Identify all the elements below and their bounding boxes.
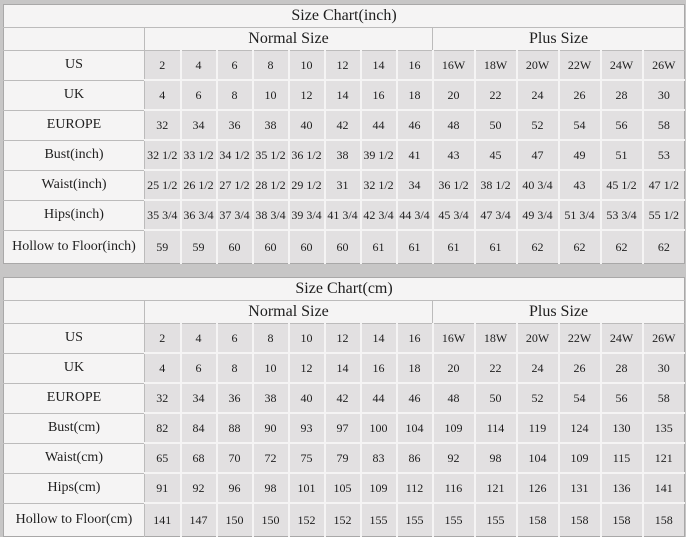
normal-size-header: Normal Size bbox=[145, 301, 433, 324]
size-value: 12 bbox=[289, 353, 325, 383]
chart-title: Size Chart(inch) bbox=[4, 5, 685, 28]
size-value: 158 bbox=[517, 503, 559, 537]
size-value: 10 bbox=[253, 353, 289, 383]
size-value: 36 bbox=[217, 383, 253, 413]
size-value: 152 bbox=[325, 503, 361, 537]
size-value: 121 bbox=[643, 443, 685, 473]
size-value: 18W bbox=[475, 51, 517, 81]
size-value: 42 3/4 bbox=[361, 200, 397, 230]
size-value: 91 bbox=[145, 473, 181, 503]
size-value: 16 bbox=[361, 80, 397, 110]
size-value: 100 bbox=[361, 413, 397, 443]
size-value: 32 1/2 bbox=[361, 170, 397, 200]
size-value: 26 bbox=[559, 80, 601, 110]
size-value: 14 bbox=[361, 51, 397, 81]
size-value: 22W bbox=[559, 51, 601, 81]
size-value: 35 3/4 bbox=[145, 200, 181, 230]
table-row bbox=[4, 230, 685, 264]
size-value: 24 bbox=[517, 80, 559, 110]
size-value: 34 bbox=[181, 110, 217, 140]
size-value: 4 bbox=[181, 51, 217, 81]
size-value: 26 bbox=[559, 353, 601, 383]
size-value: 135 bbox=[643, 413, 685, 443]
size-value: 60 bbox=[325, 230, 361, 264]
table-row bbox=[4, 51, 685, 81]
size-value: 43 bbox=[433, 140, 475, 170]
size-value: 50 bbox=[475, 383, 517, 413]
size-value: 39 3/4 bbox=[289, 200, 325, 230]
table-row bbox=[4, 80, 685, 110]
size-value: 34 bbox=[397, 170, 433, 200]
size-value: 39 1/2 bbox=[361, 140, 397, 170]
size-value: 10 bbox=[289, 51, 325, 81]
size-value: 55 1/2 bbox=[643, 200, 685, 230]
size-value: 136 bbox=[601, 473, 643, 503]
size-value: 45 bbox=[475, 140, 517, 170]
size-value: 38 bbox=[253, 110, 289, 140]
size-chart-inch-table bbox=[3, 4, 685, 264]
size-value: 62 bbox=[559, 230, 601, 264]
size-value: 25 1/2 bbox=[145, 170, 181, 200]
size-value: 53 3/4 bbox=[601, 200, 643, 230]
row-label: EUROPE bbox=[4, 383, 145, 413]
size-value: 84 bbox=[181, 413, 217, 443]
size-value: 22 bbox=[475, 80, 517, 110]
size-value: 121 bbox=[475, 473, 517, 503]
size-value: 86 bbox=[397, 443, 433, 473]
size-value: 62 bbox=[643, 230, 685, 264]
size-value: 75 bbox=[289, 443, 325, 473]
size-value: 44 bbox=[361, 110, 397, 140]
size-value: 14 bbox=[325, 353, 361, 383]
size-value: 83 bbox=[361, 443, 397, 473]
size-value: 32 1/2 bbox=[145, 140, 181, 170]
size-value: 40 bbox=[289, 110, 325, 140]
table-row bbox=[4, 324, 685, 354]
size-chart-cm-table bbox=[3, 277, 685, 537]
size-value: 150 bbox=[217, 503, 253, 537]
size-value: 16 bbox=[397, 51, 433, 81]
size-value: 30 bbox=[643, 353, 685, 383]
size-value: 112 bbox=[397, 473, 433, 503]
size-value: 14 bbox=[361, 324, 397, 354]
size-value: 92 bbox=[433, 443, 475, 473]
size-value: 18 bbox=[397, 353, 433, 383]
size-value: 47 1/2 bbox=[643, 170, 685, 200]
size-value: 46 bbox=[397, 110, 433, 140]
size-value: 18W bbox=[475, 324, 517, 354]
size-value: 12 bbox=[289, 80, 325, 110]
size-value: 10 bbox=[253, 80, 289, 110]
plus-size-header: Plus Size bbox=[433, 301, 685, 324]
size-value: 141 bbox=[145, 503, 181, 537]
size-value: 126 bbox=[517, 473, 559, 503]
size-value: 20 bbox=[433, 80, 475, 110]
size-value: 6 bbox=[217, 324, 253, 354]
size-value: 24W bbox=[601, 51, 643, 81]
size-value: 35 1/2 bbox=[253, 140, 289, 170]
size-value: 34 bbox=[181, 383, 217, 413]
row-label: Waist(cm) bbox=[4, 443, 145, 473]
size-value: 62 bbox=[517, 230, 559, 264]
row-label: EUROPE bbox=[4, 110, 145, 140]
size-value: 101 bbox=[289, 473, 325, 503]
size-value: 147 bbox=[181, 503, 217, 537]
size-value: 52 bbox=[517, 110, 559, 140]
size-value: 104 bbox=[397, 413, 433, 443]
size-value: 116 bbox=[433, 473, 475, 503]
size-value: 38 bbox=[253, 383, 289, 413]
size-value: 28 bbox=[601, 80, 643, 110]
size-value: 51 bbox=[601, 140, 643, 170]
size-value: 12 bbox=[325, 51, 361, 81]
size-value: 44 3/4 bbox=[397, 200, 433, 230]
size-value: 18 bbox=[397, 80, 433, 110]
size-value: 53 bbox=[643, 140, 685, 170]
size-value: 40 3/4 bbox=[517, 170, 559, 200]
size-value: 98 bbox=[475, 443, 517, 473]
size-value: 14 bbox=[325, 80, 361, 110]
size-value: 44 bbox=[361, 383, 397, 413]
table-row bbox=[4, 353, 685, 383]
size-value: 22 bbox=[475, 353, 517, 383]
size-value: 8 bbox=[253, 324, 289, 354]
size-value: 62 bbox=[601, 230, 643, 264]
size-value: 41 bbox=[397, 140, 433, 170]
size-value: 42 bbox=[325, 383, 361, 413]
size-value: 158 bbox=[643, 503, 685, 537]
size-value: 16W bbox=[433, 324, 475, 354]
size-value: 20W bbox=[517, 51, 559, 81]
normal-size-header: Normal Size bbox=[145, 28, 433, 51]
size-value: 61 bbox=[361, 230, 397, 264]
table-row bbox=[4, 110, 685, 140]
size-value: 50 bbox=[475, 110, 517, 140]
size-value: 93 bbox=[289, 413, 325, 443]
size-value: 65 bbox=[145, 443, 181, 473]
size-value: 12 bbox=[325, 324, 361, 354]
size-value: 59 bbox=[145, 230, 181, 264]
size-value: 16W bbox=[433, 51, 475, 81]
size-value: 16 bbox=[361, 353, 397, 383]
size-value: 155 bbox=[397, 503, 433, 537]
size-value: 109 bbox=[559, 443, 601, 473]
size-value: 61 bbox=[433, 230, 475, 264]
row-label: Bust(cm) bbox=[4, 413, 145, 443]
size-value: 16 bbox=[397, 324, 433, 354]
size-value: 38 3/4 bbox=[253, 200, 289, 230]
size-value: 29 1/2 bbox=[289, 170, 325, 200]
size-value: 20W bbox=[517, 324, 559, 354]
size-value: 90 bbox=[253, 413, 289, 443]
size-value: 48 bbox=[433, 110, 475, 140]
size-value: 30 bbox=[643, 80, 685, 110]
size-value: 158 bbox=[559, 503, 601, 537]
size-value: 8 bbox=[217, 353, 253, 383]
size-value: 56 bbox=[601, 110, 643, 140]
size-value: 130 bbox=[601, 413, 643, 443]
size-value: 79 bbox=[325, 443, 361, 473]
size-value: 6 bbox=[217, 51, 253, 81]
size-value: 155 bbox=[361, 503, 397, 537]
size-value: 155 bbox=[475, 503, 517, 537]
size-value: 26W bbox=[643, 324, 685, 354]
size-value: 141 bbox=[643, 473, 685, 503]
size-value: 119 bbox=[517, 413, 559, 443]
size-value: 60 bbox=[217, 230, 253, 264]
size-value: 36 bbox=[217, 110, 253, 140]
size-value: 26W bbox=[643, 51, 685, 81]
table-row bbox=[4, 473, 685, 503]
size-value: 45 1/2 bbox=[601, 170, 643, 200]
size-value: 36 1/2 bbox=[289, 140, 325, 170]
size-value: 52 bbox=[517, 383, 559, 413]
size-value: 158 bbox=[601, 503, 643, 537]
size-value: 97 bbox=[325, 413, 361, 443]
row-label: Hips(cm) bbox=[4, 473, 145, 503]
size-value: 8 bbox=[217, 80, 253, 110]
size-value: 82 bbox=[145, 413, 181, 443]
size-value: 60 bbox=[253, 230, 289, 264]
chart-title: Size Chart(cm) bbox=[4, 278, 685, 301]
table-row bbox=[4, 443, 685, 473]
size-value: 31 bbox=[325, 170, 361, 200]
size-value: 68 bbox=[181, 443, 217, 473]
table-row bbox=[4, 200, 685, 230]
size-value: 8 bbox=[253, 51, 289, 81]
row-label: US bbox=[4, 324, 145, 354]
size-value: 28 bbox=[601, 353, 643, 383]
size-value: 46 bbox=[397, 383, 433, 413]
size-value: 41 3/4 bbox=[325, 200, 361, 230]
size-value: 4 bbox=[181, 324, 217, 354]
table-row bbox=[4, 383, 685, 413]
size-value: 26 1/2 bbox=[181, 170, 217, 200]
size-value: 109 bbox=[361, 473, 397, 503]
size-value: 38 1/2 bbox=[475, 170, 517, 200]
corner-cell bbox=[4, 301, 145, 324]
size-value: 114 bbox=[475, 413, 517, 443]
size-value: 49 bbox=[559, 140, 601, 170]
size-value: 58 bbox=[643, 110, 685, 140]
size-value: 98 bbox=[253, 473, 289, 503]
size-value: 6 bbox=[181, 80, 217, 110]
row-label: Hips(inch) bbox=[4, 200, 145, 230]
size-value: 6 bbox=[181, 353, 217, 383]
table-row bbox=[4, 170, 685, 200]
size-value: 51 3/4 bbox=[559, 200, 601, 230]
size-value: 43 bbox=[559, 170, 601, 200]
size-value: 59 bbox=[181, 230, 217, 264]
size-value: 20 bbox=[433, 353, 475, 383]
size-value: 54 bbox=[559, 110, 601, 140]
size-value: 22W bbox=[559, 324, 601, 354]
row-label: US bbox=[4, 51, 145, 81]
size-value: 60 bbox=[289, 230, 325, 264]
size-value: 88 bbox=[217, 413, 253, 443]
size-value: 47 3/4 bbox=[475, 200, 517, 230]
row-label: Hollow to Floor(inch) bbox=[4, 230, 145, 264]
row-label: UK bbox=[4, 80, 145, 110]
size-value: 2 bbox=[145, 51, 181, 81]
table-row bbox=[4, 413, 685, 443]
table-row bbox=[4, 503, 685, 537]
size-value: 105 bbox=[325, 473, 361, 503]
size-value: 150 bbox=[253, 503, 289, 537]
size-value: 58 bbox=[643, 383, 685, 413]
size-value: 131 bbox=[559, 473, 601, 503]
size-value: 54 bbox=[559, 383, 601, 413]
size-value: 4 bbox=[145, 353, 181, 383]
size-value: 32 bbox=[145, 110, 181, 140]
size-value: 56 bbox=[601, 383, 643, 413]
size-value: 28 1/2 bbox=[253, 170, 289, 200]
size-value: 38 bbox=[325, 140, 361, 170]
size-value: 115 bbox=[601, 443, 643, 473]
size-value: 36 1/2 bbox=[433, 170, 475, 200]
size-value: 33 1/2 bbox=[181, 140, 217, 170]
size-value: 10 bbox=[289, 324, 325, 354]
size-value: 37 3/4 bbox=[217, 200, 253, 230]
size-value: 48 bbox=[433, 383, 475, 413]
size-value: 36 3/4 bbox=[181, 200, 217, 230]
size-value: 155 bbox=[433, 503, 475, 537]
size-value: 47 bbox=[517, 140, 559, 170]
size-value: 27 1/2 bbox=[217, 170, 253, 200]
size-value: 32 bbox=[145, 383, 181, 413]
size-value: 104 bbox=[517, 443, 559, 473]
size-value: 34 1/2 bbox=[217, 140, 253, 170]
size-value: 72 bbox=[253, 443, 289, 473]
size-value: 61 bbox=[397, 230, 433, 264]
size-value: 4 bbox=[145, 80, 181, 110]
size-value: 152 bbox=[289, 503, 325, 537]
size-value: 109 bbox=[433, 413, 475, 443]
size-value: 61 bbox=[475, 230, 517, 264]
size-value: 2 bbox=[145, 324, 181, 354]
row-label: Bust(inch) bbox=[4, 140, 145, 170]
row-label: Hollow to Floor(cm) bbox=[4, 503, 145, 537]
table-row bbox=[4, 140, 685, 170]
size-value: 124 bbox=[559, 413, 601, 443]
row-label: UK bbox=[4, 353, 145, 383]
size-value: 92 bbox=[181, 473, 217, 503]
size-value: 70 bbox=[217, 443, 253, 473]
size-value: 40 bbox=[289, 383, 325, 413]
plus-size-header: Plus Size bbox=[433, 28, 685, 51]
size-value: 24W bbox=[601, 324, 643, 354]
size-value: 42 bbox=[325, 110, 361, 140]
size-value: 49 3/4 bbox=[517, 200, 559, 230]
row-label: Waist(inch) bbox=[4, 170, 145, 200]
size-value: 96 bbox=[217, 473, 253, 503]
size-value: 24 bbox=[517, 353, 559, 383]
corner-cell bbox=[4, 28, 145, 51]
size-value: 45 3/4 bbox=[433, 200, 475, 230]
